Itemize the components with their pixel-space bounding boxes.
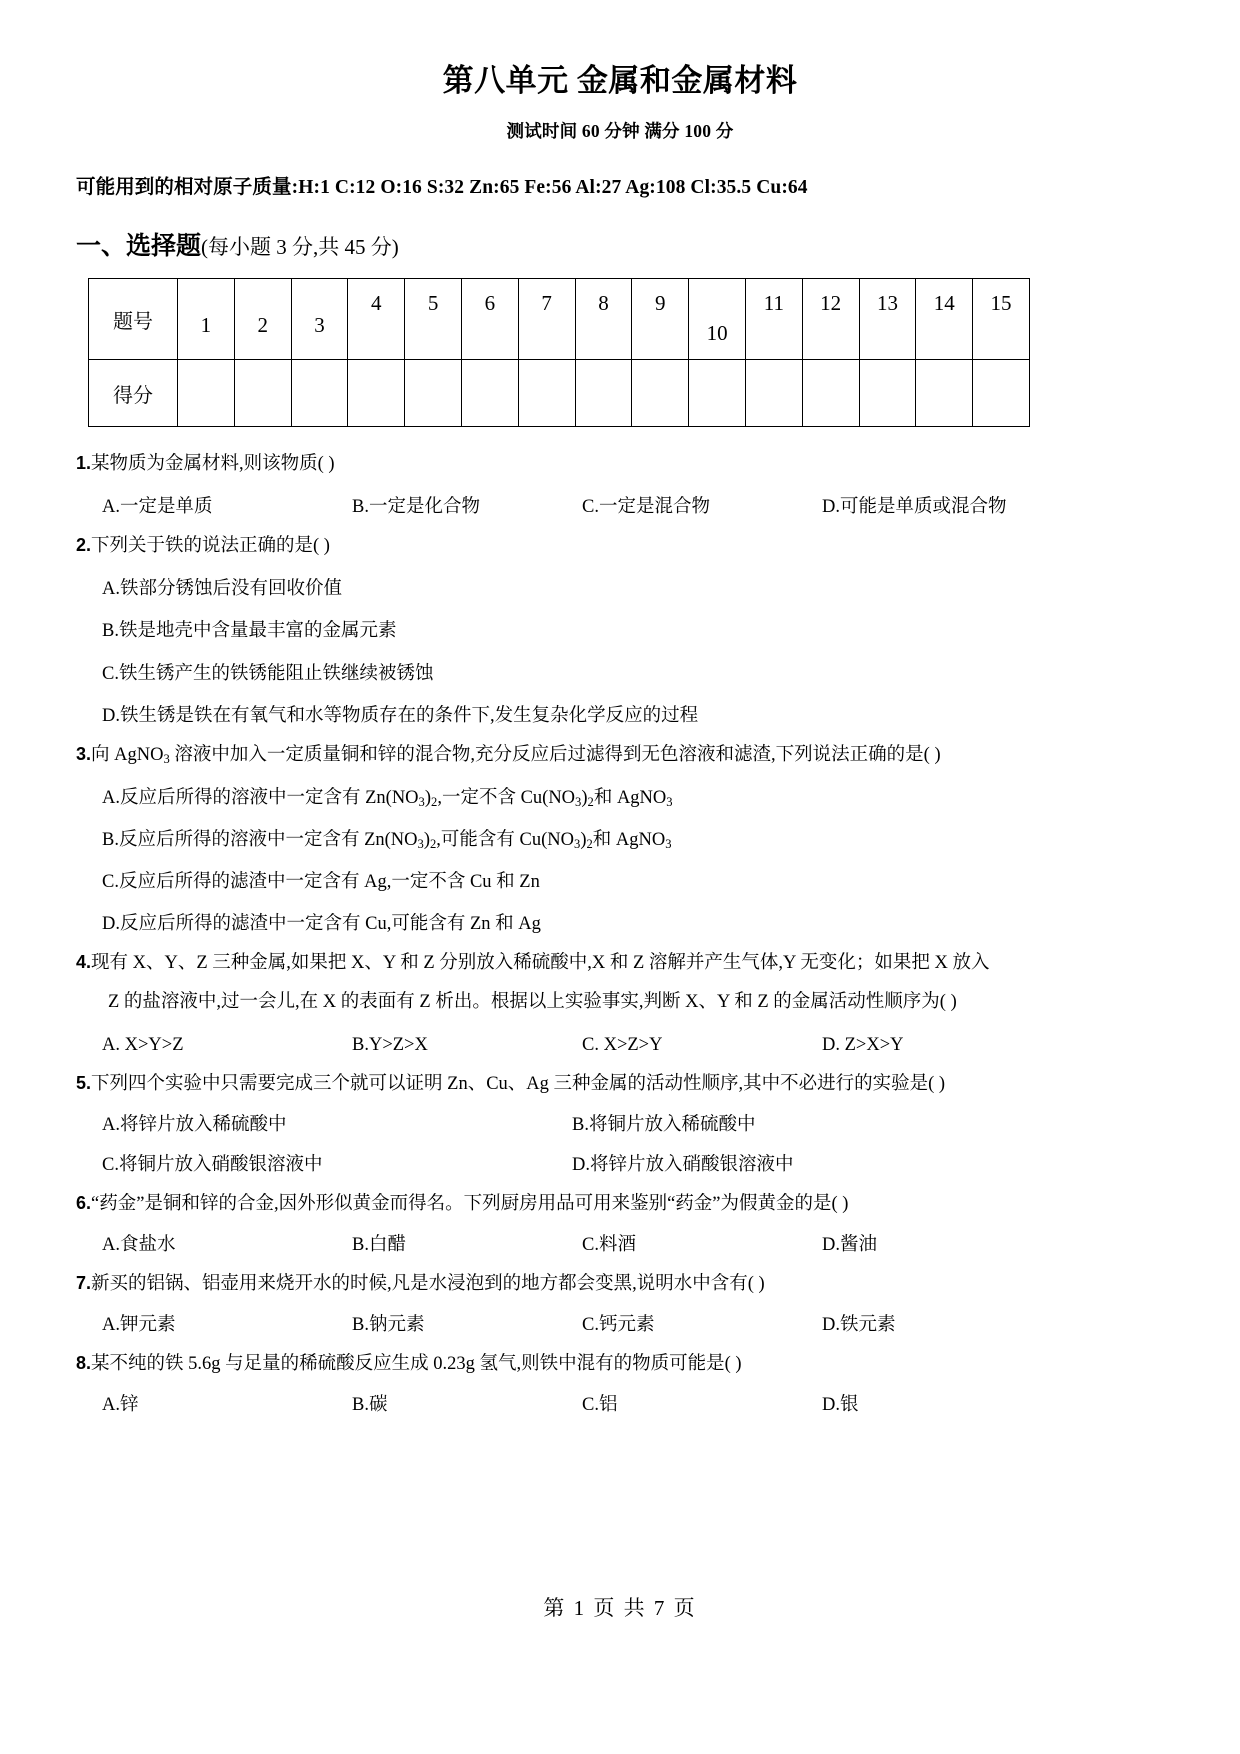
question-8-options — [72, 1377, 1168, 1417]
answer-grid-table — [88, 278, 1030, 427]
score-cell-9[interactable] — [632, 360, 689, 427]
q3b-sub2: 2 — [430, 837, 437, 852]
questions-list — [72, 427, 1168, 1416]
answer-cell-3[interactable] — [291, 279, 348, 360]
answer-cell-12[interactable] — [802, 279, 859, 360]
question-3 — [72, 728, 1168, 936]
q3a-sub3: 3 — [575, 795, 582, 810]
question-number-3: 3 — [314, 313, 325, 338]
question-1-text: 某物质为金属材料,则该物质( ) — [91, 454, 335, 475]
section-heading — [72, 199, 1168, 262]
question-number-11: 11 — [763, 291, 784, 316]
question-number-8: 8 — [598, 291, 609, 316]
question-3-option-b[interactable] — [72, 810, 1168, 852]
question-4 — [72, 936, 1168, 1057]
answer-cell-4[interactable] — [348, 279, 405, 360]
answer-cell-6[interactable] — [461, 279, 518, 360]
question-2-option-c[interactable]: C.铁生锈产生的铁锈能阻止铁继续被锈蚀 — [102, 663, 434, 684]
question-number-13: 13 — [876, 291, 898, 316]
question-8-option-c[interactable]: C.铝 — [582, 1394, 618, 1415]
exam-subtitle: 测试时间 60 分钟 满分 100 分 — [506, 121, 734, 142]
question-7-option-d[interactable]: D.铁元素 — [822, 1314, 896, 1335]
score-cell-6[interactable] — [461, 360, 518, 427]
question-1-option-c[interactable]: C.一定是混合物 — [582, 497, 710, 518]
question-2 — [72, 519, 1168, 727]
q3b-seg1: B.反应后所得的溶液中一定含有 Zn(NO — [102, 829, 418, 850]
q3a-seg1: A.反应后所得的溶液中一定含有 Zn(NO — [102, 787, 419, 808]
question-1-stem — [72, 437, 1168, 477]
section-heading-sub: (每小题 3 分,共 45 分) — [201, 235, 399, 260]
question-5-option-a[interactable]: A.将锌片放入稀硫酸中 — [102, 1114, 287, 1135]
q3a-seg3: ,一定不含 Cu(NO — [437, 787, 576, 808]
question-3-text-part2: 溶液中加入一定质量铜和锌的混合物,充分反应后过滤得到无色溶液和滤渣,下列说法正确的是( ) — [169, 744, 941, 765]
atomic-mass-values: H:1 C:12 O:16 S:32 Zn:65 Fe:56 Al:27 Ag:108 Cl:35.5 Cu:64 — [298, 177, 808, 199]
question-3-stem — [72, 728, 1168, 768]
question-7-stem — [72, 1257, 1168, 1297]
question-3-option-a[interactable] — [72, 768, 1168, 810]
question-4-option-a[interactable]: A. X>Y>Z — [102, 1034, 184, 1055]
question-5-option-c[interactable]: C.将铜片放入硝酸银溶液中 — [102, 1154, 323, 1175]
question-8-number: 8. — [76, 1352, 92, 1373]
answer-cell-7[interactable] — [518, 279, 575, 360]
question-2-option-b[interactable]: B.铁是地壳中含量最丰富的金属元素 — [102, 621, 397, 642]
q3a-seg5: 和 AgNO — [593, 787, 667, 808]
answer-cell-13[interactable] — [859, 279, 916, 360]
score-cell-5[interactable] — [405, 360, 462, 427]
question-8-option-d[interactable]: D.银 — [822, 1394, 859, 1415]
question-6 — [72, 1177, 1168, 1257]
q3b-seg3: ,可能含有 Cu(NO — [436, 829, 575, 850]
score-cell-15[interactable] — [973, 360, 1030, 427]
question-5-option-b[interactable]: B.将铜片放入稀硫酸中 — [572, 1114, 756, 1135]
atomic-mass-label: 可能用到的相对原子质量: — [76, 177, 299, 199]
question-6-option-d[interactable]: D.酱油 — [822, 1234, 877, 1255]
question-number-14: 14 — [933, 291, 955, 316]
answer-cell-9[interactable] — [632, 279, 689, 360]
question-4-options — [72, 1015, 1168, 1057]
section-heading-main: 一、选择题 — [76, 233, 202, 261]
answer-cell-5[interactable] — [405, 279, 462, 360]
question-5-options-row2 — [72, 1137, 1168, 1177]
question-2-number: 2. — [76, 535, 92, 556]
question-number-6: 6 — [484, 291, 496, 316]
question-6-options — [72, 1217, 1168, 1257]
score-cell-13[interactable] — [859, 360, 916, 427]
question-1-option-a[interactable]: A.一定是单质 — [102, 497, 213, 518]
question-5-stem — [72, 1057, 1168, 1097]
q3a-sub2: 2 — [431, 795, 438, 810]
question-number-2: 2 — [257, 313, 268, 338]
question-2-option-d[interactable]: D.铁生锈是铁在有氧气和水等物质存在的条件下,发生复杂化学反应的过程 — [102, 705, 699, 726]
question-number-4: 4 — [371, 291, 382, 316]
question-number-12: 12 — [820, 291, 842, 316]
question-2-option-a[interactable]: A.铁部分锈蚀后没有回收价值 — [102, 579, 342, 600]
question-1-option-d[interactable]: D.可能是单质或混合物 — [822, 497, 1007, 518]
question-3-subscript-1: 3 — [163, 752, 170, 767]
q3a-sub1: 3 — [418, 795, 425, 810]
page-title: 第八单元 金属和金属材料 — [442, 63, 798, 98]
question-number-9: 9 — [655, 291, 666, 316]
score-cell-12[interactable] — [802, 360, 859, 427]
row-label-question-number: 题号 — [89, 279, 178, 360]
question-number-15: 15 — [990, 291, 1012, 316]
row-label-score: 得分 — [89, 360, 178, 427]
question-1 — [72, 437, 1168, 519]
answer-table-wrapper — [72, 262, 1168, 427]
question-5-text: 下列四个实验中只需要完成三个就可以证明 Zn、Cu、Ag 三种金属的活动性顺序,其中不必进行的实验是( ) — [91, 1073, 946, 1094]
question-4-stem-continued: Z 的盐溶液中,过一会儿,在 X 的表面有 Z 析出。根据以上实验事实,判断 X、Y 和 Z 的金属活动性顺序为( ) — [108, 991, 957, 1012]
answer-cell-11[interactable] — [745, 279, 802, 360]
question-number-1: 1 — [200, 313, 212, 338]
question-3-text-part1: 向 AgNO — [91, 744, 164, 765]
answer-cell-15[interactable] — [973, 279, 1030, 360]
question-7-option-c[interactable]: C.钙元素 — [582, 1314, 655, 1335]
question-6-option-b[interactable]: B.白醋 — [352, 1234, 406, 1255]
atomic-mass-note — [72, 143, 1168, 199]
question-6-number: 6. — [76, 1192, 92, 1213]
q3b-sub4: 2 — [586, 837, 593, 852]
question-5-option-d[interactable]: D.将锌片放入硝酸银溶液中 — [572, 1154, 794, 1175]
question-1-number: 1. — [76, 453, 92, 474]
question-5-options-row1 — [72, 1097, 1168, 1137]
q3b-seg5: 和 AgNO — [592, 829, 666, 850]
score-cell-1[interactable] — [178, 360, 235, 427]
score-cell-2[interactable] — [234, 360, 291, 427]
score-cell-10[interactable] — [689, 360, 746, 427]
score-cell-8[interactable] — [575, 360, 632, 427]
question-7-text: 新买的铝锅、铝壶用来烧开水的时候,凡是水浸泡到的地方都会变黑,说明水中含有( ) — [91, 1273, 765, 1294]
q3b-sub3: 3 — [574, 837, 581, 852]
question-number-7: 7 — [541, 291, 552, 316]
table-row-question-numbers — [89, 279, 1030, 360]
question-3-number: 3. — [76, 743, 92, 764]
question-8 — [72, 1337, 1168, 1417]
question-2-text: 下列关于铁的说法正确的是( ) — [91, 536, 330, 557]
q3b-sub5: 3 — [665, 837, 672, 852]
question-number-10: 10 — [706, 321, 728, 346]
question-1-option-b[interactable]: B.一定是化合物 — [352, 497, 480, 518]
answer-cell-8[interactable] — [575, 279, 632, 360]
answer-cell-1[interactable] — [178, 279, 235, 360]
question-5-number: 5. — [76, 1072, 92, 1093]
question-8-option-b[interactable]: B.碳 — [352, 1394, 388, 1415]
question-8-option-a[interactable]: A.锌 — [102, 1394, 139, 1415]
score-cell-14[interactable] — [916, 360, 973, 427]
page-footer: 第 1 页 共 7 页 — [543, 1596, 697, 1620]
question-6-text: “药金”是铜和锌的合金,因外形似黄金而得名。下列厨房用品可用来鉴别“药金”为假黄金的是( ) — [91, 1193, 849, 1214]
question-4-option-b[interactable]: B.Y>Z>X — [352, 1034, 428, 1055]
question-7-option-b[interactable]: B.钠元素 — [352, 1314, 425, 1335]
question-4-text: 现有 X、Y、Z 三种金属,如果把 X、Y 和 Z 分别放入稀硫酸中,X 和 Z 溶解并产生气体,Y 无变化；如果把 X 放入 — [91, 952, 990, 973]
answer-cell-14[interactable] — [916, 279, 973, 360]
score-cell-3[interactable] — [291, 360, 348, 427]
question-6-stem — [72, 1177, 1168, 1217]
question-3-option-c[interactable]: C.反应后所得的滤渣中一定含有 Ag,一定不含 Cu 和 Zn — [102, 871, 540, 892]
question-7 — [72, 1257, 1168, 1337]
q3a-sub5: 3 — [666, 795, 673, 810]
question-1-options — [72, 477, 1168, 519]
question-4-stem — [72, 936, 1168, 976]
question-4-option-d[interactable]: D. Z>X>Y — [822, 1034, 904, 1055]
q3a-seg4: ) — [581, 787, 588, 808]
q3b-sub1: 3 — [417, 837, 424, 852]
question-6-option-c[interactable]: C.料酒 — [582, 1234, 636, 1255]
question-4-number: 4. — [76, 951, 92, 972]
q3a-sub4: 2 — [587, 795, 594, 810]
question-2-stem — [72, 519, 1168, 559]
question-4-option-c[interactable]: C. X>Z>Y — [582, 1034, 663, 1055]
score-cell-7[interactable] — [518, 360, 575, 427]
question-7-number: 7. — [76, 1272, 92, 1293]
q3b-seg4: ) — [580, 829, 587, 850]
q3a-seg2: ) — [424, 787, 432, 808]
table-row-scores — [89, 360, 1030, 427]
question-7-option-a[interactable]: A.钾元素 — [102, 1314, 176, 1335]
answer-cell-10[interactable] — [689, 279, 746, 360]
q3b-seg2: ) — [423, 829, 430, 850]
question-8-stem — [72, 1337, 1168, 1377]
question-number-5: 5 — [427, 291, 439, 316]
question-3-option-d[interactable]: D.反应后所得的滤渣中一定含有 Cu,可能含有 Zn 和 Ag — [102, 913, 541, 934]
question-8-text: 某不纯的铁 5.6g 与足量的稀硫酸反应生成 0.23g 氢气,则铁中混有的物质可能是( ) — [91, 1353, 742, 1374]
score-cell-11[interactable] — [745, 360, 802, 427]
score-cell-4[interactable] — [348, 360, 405, 427]
answer-cell-2[interactable] — [234, 279, 291, 360]
question-6-option-a[interactable]: A.食盐水 — [102, 1234, 176, 1255]
question-7-options — [72, 1297, 1168, 1337]
question-5 — [72, 1057, 1168, 1177]
